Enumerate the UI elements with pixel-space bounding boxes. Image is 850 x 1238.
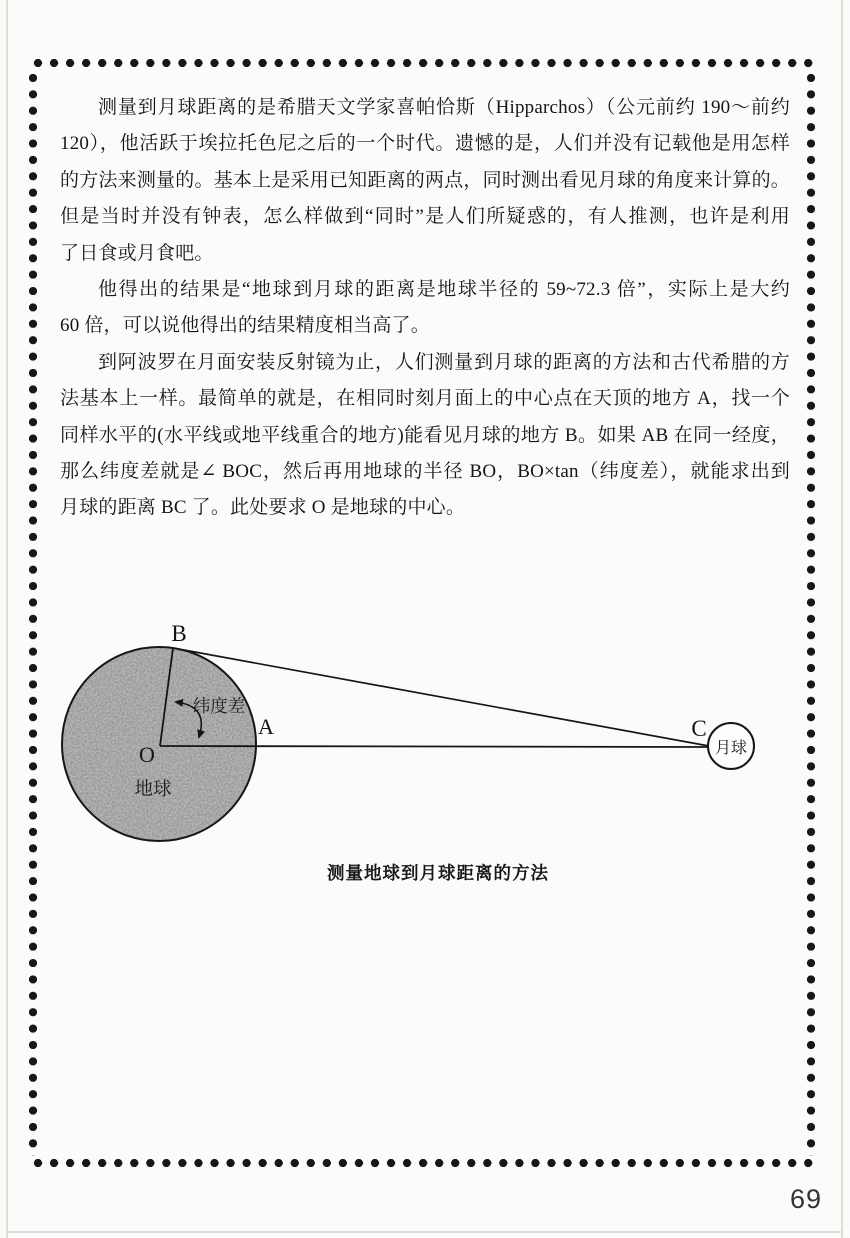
page-number: 69 bbox=[790, 1184, 823, 1214]
paragraph-3-line-2: 法基本上一样。最简单的就是，在相同时刻月面上的中心点在天顶的地方 A，找一个 bbox=[60, 388, 790, 410]
line-oac bbox=[160, 746, 709, 747]
paragraph-1-line-4: 但是当时并没有钟表，怎么样做到“同时”是人们所疑惑的，有人推测，也许是利用 bbox=[60, 206, 790, 228]
label-point-b: B bbox=[171, 621, 187, 646]
paragraph-1-line-5: 了日食或月食吧。 bbox=[60, 242, 214, 264]
paragraph-3-line-3: 同样水平的(水平线或地平线重合的地方)能看见月球的地方 B。如果 AB 在同一经度， bbox=[60, 424, 790, 446]
paragraph-2-line-1: 他得出的结果是“地球到月球的距离是地球半径的 59~72.3 倍”，实际上是大约 bbox=[98, 279, 790, 301]
earth-texture bbox=[63, 648, 255, 840]
paragraph-1-line-1: 测量到月球距离的是希腊天文学家喜帕恰斯（Hipparchos）（公元前约 190～前约 bbox=[98, 97, 790, 118]
paragraph-3-line-4: 那么纬度差就是∠ BOC，然后再用地球的半径 BO，BO×tan（纬度差），就能求出到 bbox=[60, 461, 790, 483]
label-moon: 月球 bbox=[714, 740, 748, 757]
label-point-o: O bbox=[139, 742, 155, 767]
label-latitude-difference: 纬度差 bbox=[192, 696, 246, 716]
label-earth: 地球 bbox=[134, 780, 172, 800]
label-point-c: C bbox=[691, 716, 707, 741]
label-point-a: A bbox=[258, 714, 274, 739]
paragraph-3-line-5: 月球的距离 BC 了。此处要求 O 是地球的中心。 bbox=[60, 497, 466, 519]
paragraph-1-line-3: 的方法来测量的。基本上是采用已知距离的两点，同时测出看见月球的角度来计算的。 bbox=[60, 169, 790, 191]
paragraph-2-line-2: 60 倍，可以说他得出的结果精度相当高了。 bbox=[60, 315, 430, 337]
figure-caption: 测量地球到月球距离的方法 bbox=[327, 863, 549, 883]
paragraph-3-line-1: 到阿波罗在月面安装反射镜为止，人们测量到月球的距离的方法和古代希腊的方 bbox=[98, 351, 790, 373]
paragraph-1-line-2: 120），他活跃于埃拉托色尼之后的一个时代。遗憾的是，人们并没有记载他是用怎样 bbox=[60, 133, 790, 155]
